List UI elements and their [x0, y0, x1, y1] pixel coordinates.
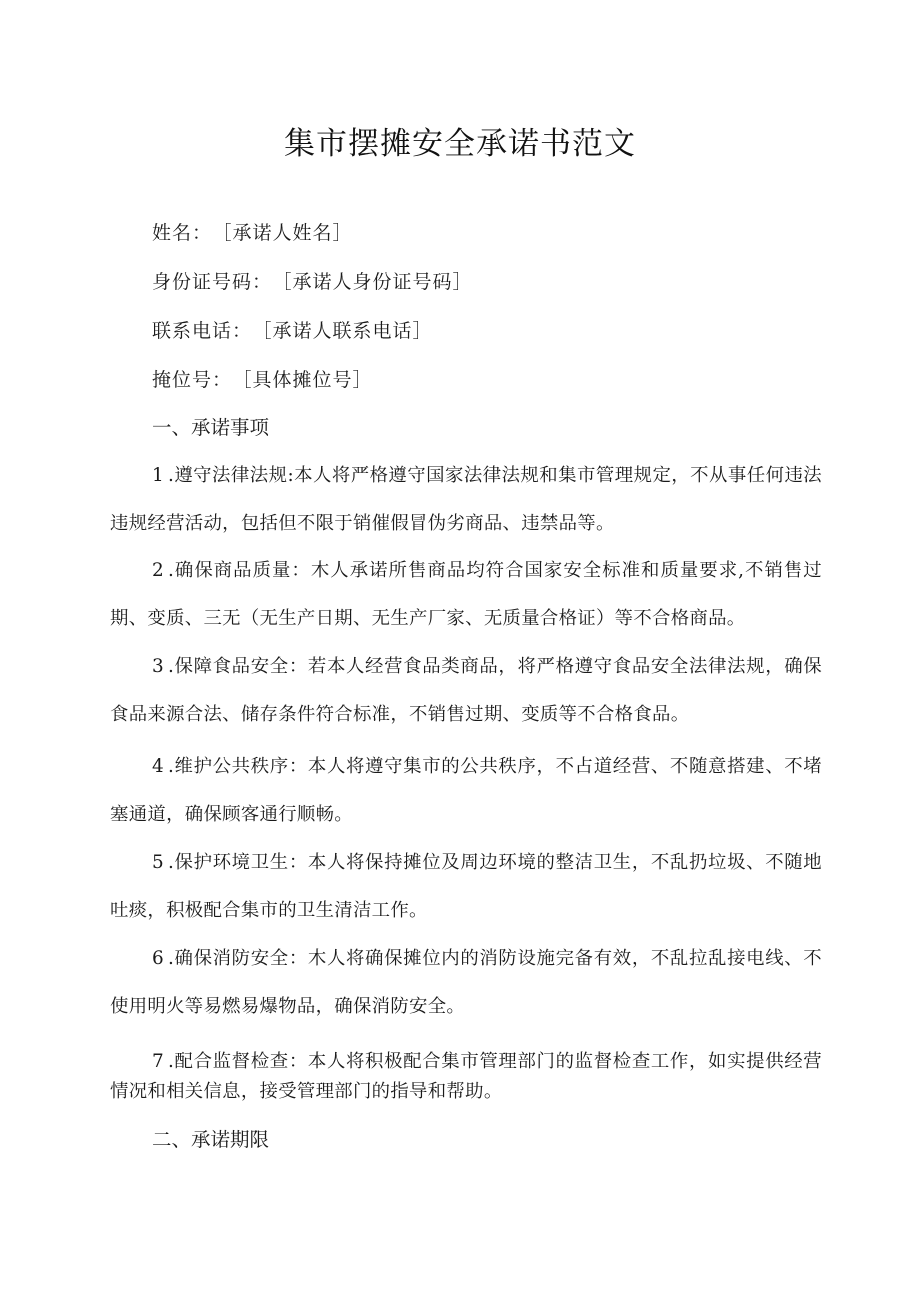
commitment-item-4	[110, 743, 822, 839]
commitment-item-3	[110, 643, 822, 739]
field-name-value: ［承诺人姓名］	[222, 222, 353, 244]
commitment-item-5-number: 5	[152, 852, 165, 873]
field-id-number	[152, 267, 473, 294]
commitment-item-3-number: 3	[152, 656, 165, 677]
section-heading-commitments: 一、承诺事项	[152, 416, 270, 439]
commitment-item-2	[110, 547, 822, 643]
commitment-item-7-text: .配合监督检查：本人将积极配合集市管理部门的监督检查工作，如实提供经营情况和相关信息，接受管理部门的指导和帮助。	[110, 1051, 822, 1102]
document-title: 集市摆摊安全承诺书范文	[284, 126, 636, 162]
commitment-item-1-text: .遵守法律法规:本人将严格遵守国家法律法规和集市管理规定，不从事任何违法违规经营活动，包括但不限于销催假冒伪劣商品、违禁品等。	[110, 465, 822, 534]
field-name-label: 姓名：	[152, 222, 213, 244]
field-phone-label: 联系电话：	[152, 320, 253, 342]
field-id-number-label: 身份证号码：	[152, 271, 273, 293]
commitment-item-5	[110, 839, 822, 935]
commitment-item-1	[110, 452, 822, 548]
commitment-item-7-number: 7	[152, 1051, 165, 1072]
commitment-item-4-text: .维护公共秩序：本人将遵守集市的公共秩序，不占道经营、不随意搭建、不堵塞通道，确保顾客通行顺畅。	[110, 756, 822, 825]
field-stall-number	[152, 365, 373, 392]
commitment-item-6-text: .确保消防安全：木人将确保摊位内的消防设施完备有效，不乱拉乱接电线、不使用明火等易燃易爆物品，确保消防安全。	[110, 948, 822, 1017]
field-phone-value: ［承诺人联系电话］	[262, 320, 433, 342]
field-name	[152, 218, 353, 245]
field-stall-number-value: ［具体摊位号］	[242, 369, 373, 391]
commitment-item-6	[110, 935, 822, 1031]
commitment-item-2-text: .确保商品质量：木人承诺所售商品均符合国家安全标准和质量要求,不销售过期、变质、三无（无生产日期、无生产厂家、无质量合格证）等不合格商品。	[110, 560, 822, 629]
commitment-item-5-text: .保护环境卫生：本人将保持摊位及周边环境的整洁卫生，不乱扔垃圾、不随地吐痰，积极配合集市的卫生清洁工作。	[110, 852, 822, 921]
field-id-number-value: ［承诺人身份证号码］	[282, 271, 473, 293]
field-stall-number-label: 掩位号：	[152, 369, 233, 391]
field-phone	[152, 316, 433, 343]
section-heading-term: 二、承诺期限	[152, 1128, 270, 1151]
commitment-item-6-number: 6	[152, 948, 165, 969]
commitment-item-2-number: 2	[152, 560, 165, 581]
commitment-item-1-number: 1	[152, 465, 165, 486]
commitment-item-3-text: .保障食品安全：若本人经营食品类商品，将严格遵守食品安全法律法规，确保食品来源合法、储存条件符合标准，不销售过期、变质等不合格食品。	[110, 656, 822, 725]
commitment-item-7	[110, 1047, 822, 1107]
commitment-item-4-number: 4	[152, 756, 165, 777]
